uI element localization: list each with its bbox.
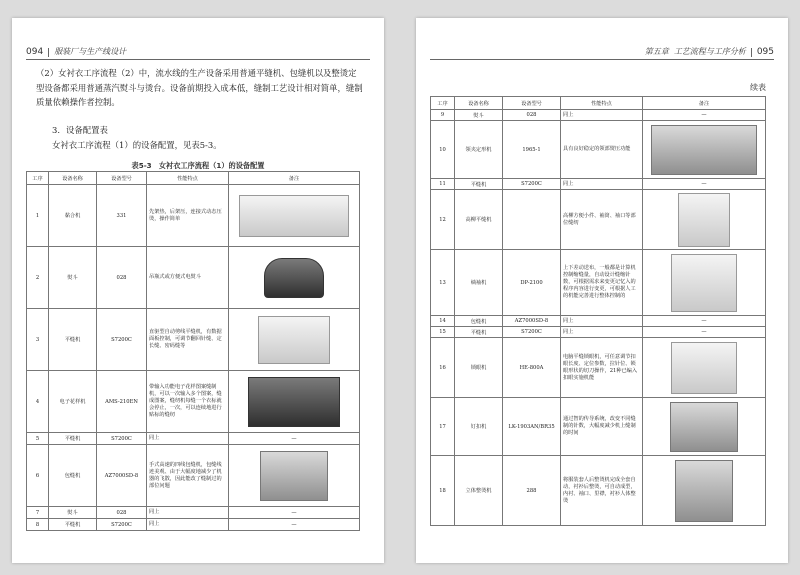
cell-note — [643, 338, 766, 398]
table-header-row — [431, 97, 766, 110]
cell-name: 锁眼机 — [455, 338, 503, 398]
post-bed-machine-image — [678, 193, 730, 247]
cell-note — [229, 371, 360, 433]
cell-model: AMS-210EN — [97, 371, 147, 433]
table-row — [27, 433, 360, 445]
header-rule — [26, 59, 370, 60]
fusing-machine-image — [239, 195, 349, 237]
table-row — [431, 316, 766, 327]
cell-feature: 同上 — [561, 316, 643, 327]
cell-note — [643, 121, 766, 179]
cell-feature: 具有良好稳定的领部熨压功能 — [561, 121, 643, 179]
cell-model — [503, 190, 561, 250]
cell-model: HE-800A — [503, 338, 561, 398]
cell-no: 12 — [431, 190, 455, 250]
cell-model: 028 — [97, 507, 147, 519]
cell-note: — — [643, 179, 766, 190]
cell-name: 熨斗 — [455, 110, 503, 121]
table-row — [431, 398, 766, 456]
cell-note: — — [229, 519, 360, 531]
table-row — [27, 519, 360, 531]
table-header-row — [27, 172, 360, 185]
cell-no: 10 — [431, 121, 455, 179]
table-row — [431, 338, 766, 398]
sleeve-setting-machine-image — [671, 254, 737, 312]
cell-note — [643, 398, 766, 456]
cell-name: 平缝机 — [49, 519, 97, 531]
cell-feature: 将服装套人后整烫机完成全套自动，衬衫后整烫，可自动成型，内衬、袖口、里襟，衬衫人体整烫 — [561, 456, 643, 526]
cell-feature: 同上 — [147, 519, 229, 531]
cell-name: 领夹定形机 — [455, 121, 503, 179]
cell-model: 331 — [97, 185, 147, 247]
right-header — [645, 46, 774, 57]
collar-press-image — [651, 125, 757, 175]
cell-model: 1965-1 — [503, 121, 561, 179]
cell-feature: 同上 — [561, 179, 643, 190]
table-caption: 表5-3 女衬衣工序流程（1）的设备配置 — [131, 161, 265, 170]
cell-note — [229, 309, 360, 371]
header-cell: 性能特点 — [147, 172, 229, 185]
button-sewing-machine-image — [670, 402, 738, 452]
cell-feature: 电脑平缝锁眼机，可任意调节扣眼长度、定位参数，拉针位、锁眼形状的切刀操作，21种已编入扣眼实施机能 — [561, 338, 643, 398]
paragraph: （2）女衬衣工序流程（2）中，流水线的生产设备采用普通平缝机、包缝机以及整烫定型设备都采用普通蒸汽熨斗与烫台。设备前期投入成本低，缝制工艺设计相对简单，缝制质量依赖操作者控制。 — [36, 68, 363, 107]
header-chapter: 第五章 — [644, 47, 669, 56]
left-header — [26, 46, 126, 57]
cell-no: 8 — [27, 519, 49, 531]
buttonhole-machine-image — [671, 342, 737, 394]
cell-model: DP-2100 — [503, 250, 561, 316]
table-row — [431, 456, 766, 526]
cell-name: 平缝机 — [49, 433, 97, 445]
cell-note: — — [643, 316, 766, 327]
table-row — [27, 507, 360, 519]
table-row — [27, 185, 360, 247]
header-cell: 备注 — [643, 97, 766, 110]
cell-model: AZ7000SD-8 — [97, 445, 147, 507]
cell-feature: 带输入功能电子花样图案缝制机，可以一次输入多个图案，缝成图案，缝纫机每缝一个衣标就会停止，一次，可以连续地进行贴标的缝纫 — [147, 371, 229, 433]
cell-feature: 高柳方便小件、袖筒、袖口等部位缝纫 — [561, 190, 643, 250]
cell-no: 9 — [431, 110, 455, 121]
cell-no: 5 — [27, 433, 49, 445]
cell-name: 包缝机 — [49, 445, 97, 507]
continued-label: 续表 — [750, 83, 766, 92]
cell-name: 平缝机 — [455, 179, 503, 190]
cell-feature: 手式高速的四线包缝机，包缝线迹美观、由于大幅度地减少了机器的飞散，因此能改了缝制过的部位问题 — [147, 445, 229, 507]
cell-note — [229, 247, 360, 309]
cell-no: 13 — [431, 250, 455, 316]
cell-no: 18 — [431, 456, 455, 526]
table-row — [27, 309, 360, 371]
header-cell: 工序 — [27, 172, 49, 185]
header-cell: 工序 — [431, 97, 455, 110]
intro-text: 女衬衣工序流程（1）的设备配置，见表5-3。 — [52, 140, 222, 150]
page-number: 095 — [756, 47, 774, 57]
cell-feature: 同上 — [561, 327, 643, 338]
page-number: 094 — [26, 47, 44, 57]
cell-model: S7200C — [97, 309, 147, 371]
cell-no: 11 — [431, 179, 455, 190]
cell-name: 平缝机 — [49, 309, 97, 371]
cell-note — [643, 250, 766, 316]
cell-note: — — [643, 327, 766, 338]
header-cell: 性能特点 — [561, 97, 643, 110]
table-row — [27, 247, 360, 309]
cell-note — [643, 190, 766, 250]
table-row — [431, 179, 766, 190]
cell-name: 钉扣机 — [455, 398, 503, 456]
cell-feature: 先架热，后架压，连接式动态压烫，操作简单 — [147, 185, 229, 247]
header-title: 工艺流程与工序分析 — [673, 47, 746, 56]
overlock-machine-image — [260, 451, 328, 501]
cell-feature: 同上 — [147, 433, 229, 445]
section-title: 设备配置表 — [66, 125, 108, 135]
right-page — [416, 18, 788, 563]
cell-name: 绱袖机 — [455, 250, 503, 316]
cell-feature: 吊瓶式或方便式电熨斗 — [147, 247, 229, 309]
cell-no: 16 — [431, 338, 455, 398]
cell-no: 15 — [431, 327, 455, 338]
cell-model: 028 — [97, 247, 147, 309]
cell-no: 17 — [431, 398, 455, 456]
cell-note — [643, 456, 766, 526]
cell-name: 熨斗 — [49, 507, 97, 519]
cell-note: — — [229, 507, 360, 519]
table-row — [27, 445, 360, 507]
table-row — [431, 327, 766, 338]
cell-name: 立体整烫机 — [455, 456, 503, 526]
cell-note — [229, 445, 360, 507]
cell-model: S7200C — [503, 327, 561, 338]
equipment-table — [26, 171, 360, 531]
cell-model: 028 — [503, 110, 561, 121]
lockstitch-machine-image — [258, 316, 330, 364]
header-cell: 设备型号 — [97, 172, 147, 185]
cell-note: — — [643, 110, 766, 121]
cell-name: 高柳平缝机 — [455, 190, 503, 250]
header-cell: 设备名称 — [455, 97, 503, 110]
table-row — [431, 110, 766, 121]
cell-no: 1 — [27, 185, 49, 247]
cell-no: 2 — [27, 247, 49, 309]
cell-feature: 同上 — [147, 507, 229, 519]
cell-feature: 通过智的传导系统，改变不同缝制的针数，大幅度减少机上缝制的时间 — [561, 398, 643, 456]
header-cell: 备注 — [229, 172, 360, 185]
cell-no: 4 — [27, 371, 49, 433]
equipment-table-continued — [430, 96, 766, 526]
header-title: 服装厂与生产线设计 — [54, 47, 127, 56]
cell-model: S7200C — [503, 179, 561, 190]
cell-name: 电子花样机 — [49, 371, 97, 433]
table-row — [27, 371, 360, 433]
cell-name: 黏合机 — [49, 185, 97, 247]
table-row — [431, 250, 766, 316]
cell-model: 288 — [503, 456, 561, 526]
table-row — [431, 190, 766, 250]
header-rule — [430, 59, 774, 60]
form-finisher-image — [675, 460, 733, 522]
header-cell: 设备名称 — [49, 172, 97, 185]
cell-model: AZ7000SD-8 — [503, 316, 561, 327]
table-row — [431, 121, 766, 179]
cell-feature: 上下差动送布，一般都是计算机控制缩缝量，自动设计缝缩针数，可根据需求来变更记忆入的程序内容进行变更，可根据人工的机能完善进行整体控制的 — [561, 250, 643, 316]
cell-feature: 直驱型自动剪线平缝机，有数据面板控制，可调节翻回针缝、定长缝、密码缝等 — [147, 309, 229, 371]
cell-name: 平缝机 — [455, 327, 503, 338]
cell-model: LK-1903AN/BR35 — [503, 398, 561, 456]
cell-no: 3 — [27, 309, 49, 371]
cell-no: 14 — [431, 316, 455, 327]
iron-image — [264, 258, 324, 298]
section-number: 3. — [52, 125, 60, 135]
cell-note: — — [229, 433, 360, 445]
section-heading — [52, 124, 108, 136]
cell-model: S7200C — [97, 519, 147, 531]
header-cell: 设备型号 — [503, 97, 561, 110]
cell-feature: 同上 — [561, 110, 643, 121]
header-separator — [48, 48, 49, 57]
cell-model: S7200C — [97, 433, 147, 445]
pattern-sewer-image — [248, 377, 340, 427]
cell-no: 6 — [27, 445, 49, 507]
left-page — [12, 18, 384, 563]
header-separator — [751, 48, 752, 57]
cell-no: 7 — [27, 507, 49, 519]
cell-note — [229, 185, 360, 247]
cell-name: 包缝机 — [455, 316, 503, 327]
cell-name: 熨斗 — [49, 247, 97, 309]
